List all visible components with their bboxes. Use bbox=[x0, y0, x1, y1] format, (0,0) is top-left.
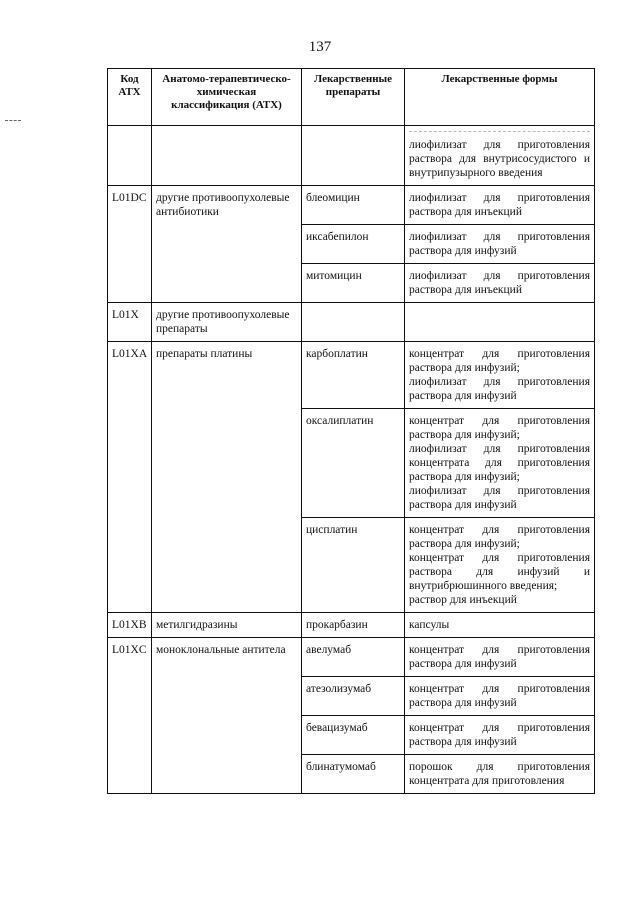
forms-cell: порошок для приготовления концентрата для приготовления bbox=[405, 755, 595, 794]
code-cell: L01X bbox=[108, 303, 152, 342]
forms-cell: концентрат для приготовления раствора для инфузий; концентрат для приготовления раствора для инфузий и внутрибрюшинного введения; раствор для инъекций bbox=[405, 518, 595, 613]
header-forms: Лекарственные формы bbox=[405, 69, 595, 126]
header-drugs: Лекарственные препараты bbox=[302, 69, 405, 126]
forms-cell bbox=[405, 126, 595, 186]
table-row bbox=[108, 303, 595, 342]
code-cell: L01XC bbox=[108, 638, 152, 794]
drug-cell: прокарбазин bbox=[302, 613, 405, 638]
forms-cell: капсулы bbox=[405, 613, 595, 638]
forms-cell bbox=[405, 303, 595, 342]
atx-table bbox=[107, 68, 595, 794]
class-cell: препараты платины bbox=[152, 342, 302, 613]
table-row bbox=[108, 186, 595, 225]
code-cell: L01XB bbox=[108, 613, 152, 638]
drug-cell bbox=[302, 126, 405, 186]
forms-cell: концентрат для приготовления раствора для инфузий bbox=[405, 716, 595, 755]
drug-cell: блеомицин bbox=[302, 186, 405, 225]
forms-cell: концентрат для приготовления раствора для инфузий bbox=[405, 677, 595, 716]
class-cell: метилгидразины bbox=[152, 613, 302, 638]
class-cell bbox=[152, 126, 302, 186]
forms-cell: концентрат для приготовления раствора для инфузий; лиофилизат для приготовления раствора для инфузий bbox=[405, 342, 595, 409]
table-row bbox=[108, 126, 595, 186]
page-number: 137 bbox=[308, 39, 332, 55]
table-row bbox=[108, 613, 595, 638]
margin-mark bbox=[5, 120, 21, 121]
forms-cell: лиофилизат для приготовления раствора для инфузий bbox=[405, 225, 595, 264]
code-cell: L01XA bbox=[108, 342, 152, 613]
drug-cell: иксабепилон bbox=[302, 225, 405, 264]
drug-cell: цисплатин bbox=[302, 518, 405, 613]
drug-cell: авелумаб bbox=[302, 638, 405, 677]
drug-cell: атезолизумаб bbox=[302, 677, 405, 716]
drug-cell: митомицин bbox=[302, 264, 405, 303]
code-cell: L01DC bbox=[108, 186, 152, 303]
drug-cell: оксалиплатин bbox=[302, 409, 405, 518]
table-row bbox=[108, 638, 595, 677]
header-classification: Анатомо-терапевтическо- химическая классификация (АТХ) bbox=[152, 69, 302, 126]
table-row bbox=[108, 342, 595, 409]
forms-cell: концентрат для приготовления раствора для инфузий bbox=[405, 638, 595, 677]
forms-cell: концентрат для приготовления раствора для инфузий; лиофилизат для приготовления концентрата для приготовления раствора для инфузий; лиофилизат для приготовления раствора для инфузий bbox=[405, 409, 595, 518]
forms-cell: лиофилизат для приготовления раствора для инъекций bbox=[405, 264, 595, 303]
class-cell: моноклональные антитела bbox=[152, 638, 302, 794]
drug-cell bbox=[302, 303, 405, 342]
forms-text: лиофилизат для приготовления раствора для внутрисосудистого и внутрипузырного введения bbox=[409, 139, 590, 179]
forms-cell: лиофилизат для приготовления раствора для инъекций bbox=[405, 186, 595, 225]
class-cell: другие противоопухолевые антибиотики bbox=[152, 186, 302, 303]
class-cell: другие противоопухолевые препараты bbox=[152, 303, 302, 342]
code-cell bbox=[108, 126, 152, 186]
drug-cell: блинатумомаб bbox=[302, 755, 405, 794]
table-header-row bbox=[108, 69, 595, 126]
header-code: Код АТХ bbox=[108, 69, 152, 126]
continuation-rule bbox=[409, 131, 590, 132]
drug-cell: карбоплатин bbox=[302, 342, 405, 409]
drug-cell: бевацизумаб bbox=[302, 716, 405, 755]
